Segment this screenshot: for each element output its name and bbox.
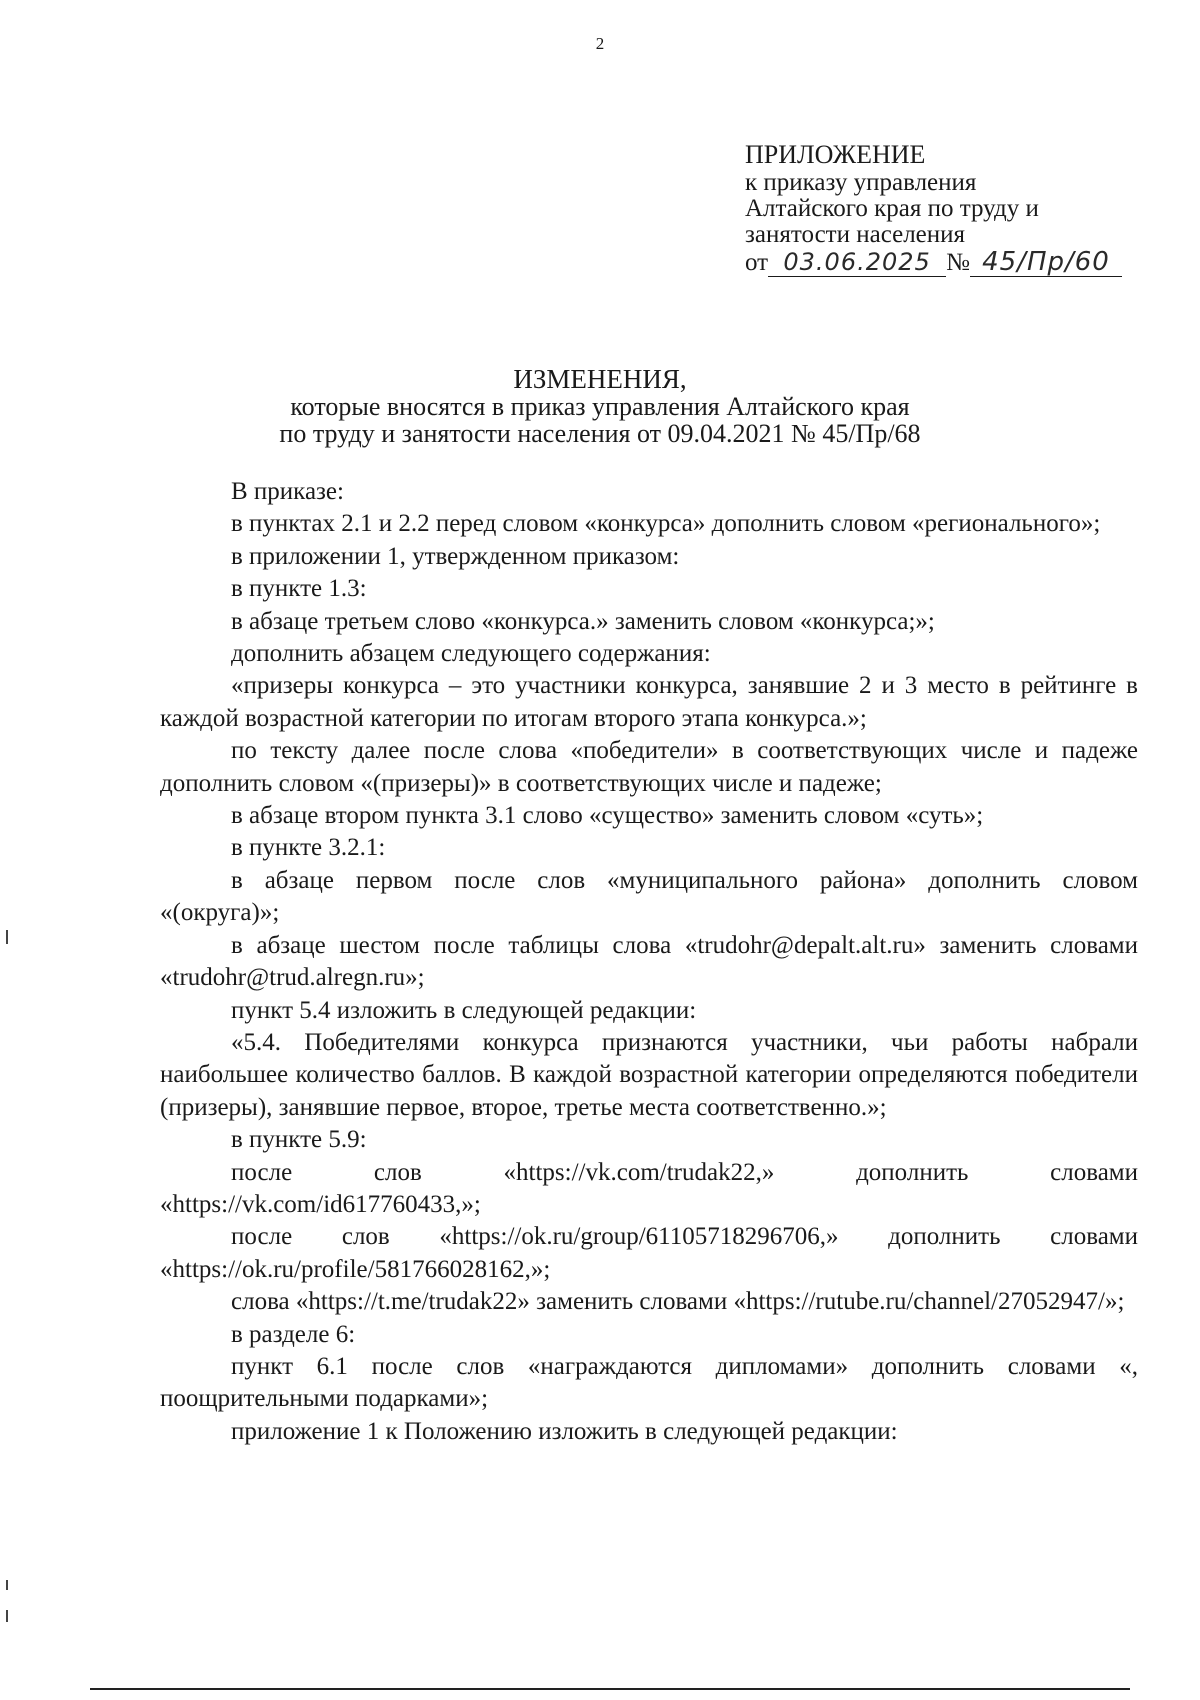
body-paragraph: В приказе: [231, 478, 344, 505]
body-paragraph: «5.4. Победителями конкурса признаются участники, чьи работы набрали наибольшее количество баллов. В каждой возрастной категории определяются победители (призеры), занявшие первое, второе, третье места соответственно.»; [160, 1028, 1138, 1121]
body-paragraph: по тексту далее после слова «победители» в соответствующих числе и падеже дополнить словом «(призеры)» в соответствующих числе и падеже; [160, 737, 1138, 797]
body-paragraph: пункт 6.1 после слов «награждаются дипломами» дополнить словами «, поощрительными подарками»; [160, 1352, 1138, 1413]
bottom-rule [90, 1688, 1130, 1690]
appendix-block [745, 142, 1165, 277]
scan-speck [6, 930, 8, 944]
handwritten-date: 03.06.2025 [768, 248, 946, 277]
body-paragraph: пункт 5.4 изложить в следующей редакции: [231, 996, 697, 1024]
appendix-line: к приказу управления [745, 169, 977, 196]
title-subtitle-line: по труду и занятости населения от 09.04.2021 № 45/Пр/68 [279, 419, 921, 448]
page-number: 2 [595, 34, 605, 53]
document-title [0, 366, 1200, 447]
body-paragraph: после слов «https://ok.ru/group/61105718296706,» дополнить словами «https://ok.ru/profile/581766028162,»; [160, 1223, 1138, 1283]
body-paragraph: в абзаце шестом после таблицы слова «trudohr@depalt.alt.ru» заменить словами «trudohr@trud.alregn.ru»; [160, 931, 1138, 992]
body-paragraph: в пунктах 2.1 и 2.2 перед словом «конкурса» дополнить словом «регионального»; [231, 510, 1101, 538]
body-paragraph: «призеры конкурса – это участники конкурса, занявшие 2 и 3 место в рейтинге в каждой возрастной категории по итогам второго этапа конкурса.»; [160, 672, 1138, 732]
body-paragraph: в абзаце первом после слов «муниципального района» дополнить словом «(округа)»; [160, 866, 1138, 927]
body-paragraph: в пункте 5.9: [231, 1126, 367, 1154]
body-paragraph: слова «https://t.me/trudak22» заменить словами «https://rutube.ru/channel/27052947/»; [231, 1288, 1125, 1316]
body-paragraph: в абзаце втором пункта 3.1 слово «существо» заменить словом «суть»; [231, 802, 984, 830]
body-paragraph: после слов «https://vk.com/trudak22,» дополнить словами «https://vk.com/id617760433,»; [160, 1158, 1138, 1218]
appendix-line: занятости населения [745, 221, 966, 248]
date-prefix: от [745, 249, 769, 276]
body-paragraph: в приложении 1, утвержденном приказом: [231, 542, 680, 570]
appendix-heading: ПРИЛОЖЕНИЕ [745, 140, 926, 169]
body-paragraph: дополнить абзацем следующего содержания: [231, 640, 711, 668]
document-body [160, 476, 1138, 1448]
body-paragraph: приложение 1 к Положению изложить в следующей редакции: [231, 1417, 898, 1445]
appendix-line: Алтайского края по труду и [745, 195, 1039, 222]
body-paragraph: в пункте 1.3: [231, 575, 367, 603]
handwritten-number: 45/Пр/60 [970, 248, 1122, 277]
number-prefix: № [946, 249, 970, 276]
appendix-date-number-row [745, 248, 1165, 277]
body-paragraph: в абзаце третьем слово «конкурса.» заменить словом «конкурса;»; [231, 607, 935, 635]
title-main: ИЗМЕНЕНИЯ, [513, 364, 687, 394]
scan-speck [6, 1610, 8, 1622]
scan-speck [6, 1580, 8, 1590]
body-paragraph: в разделе 6: [231, 1320, 356, 1348]
title-subtitle-line: которые вносятся в приказ управления Алтайского края [290, 392, 910, 421]
body-paragraph: в пункте 3.2.1: [231, 834, 386, 862]
